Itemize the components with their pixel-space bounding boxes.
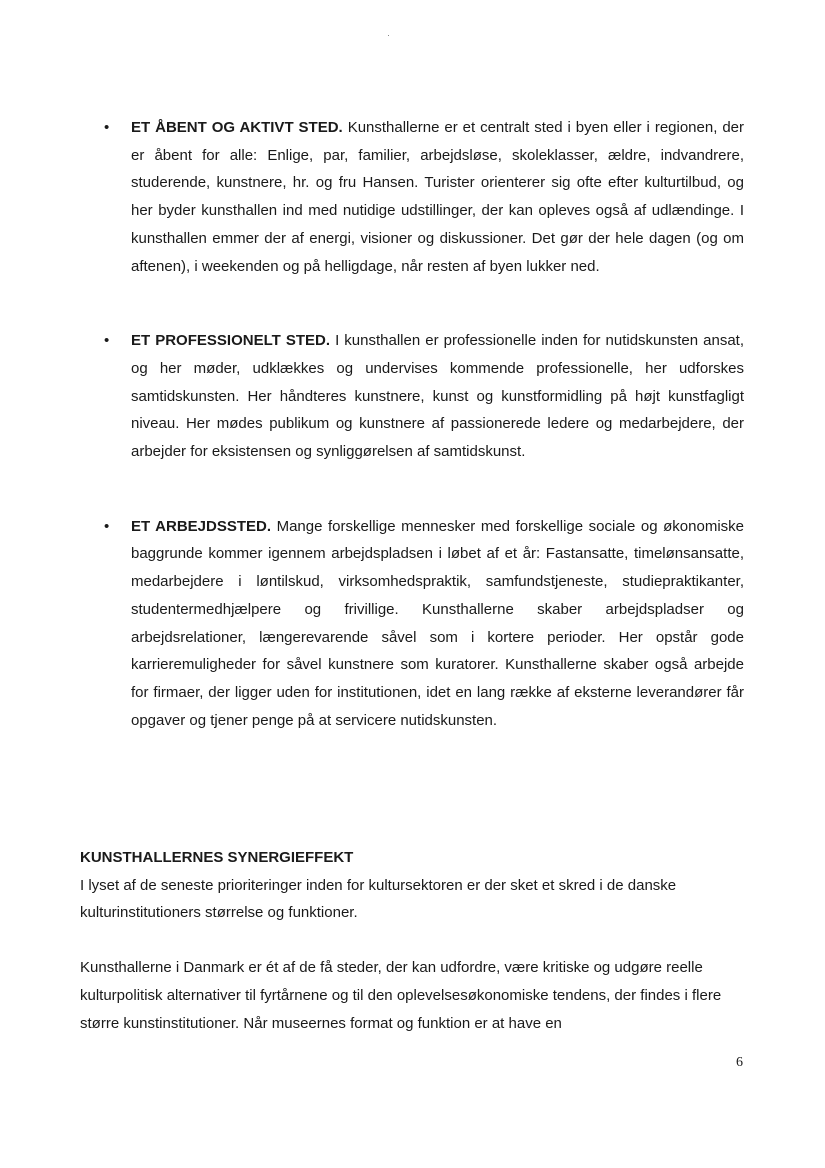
page-number: 6 [736, 1055, 743, 1070]
bullet-item-professional-place [104, 327, 744, 466]
bullet-icon: • [104, 332, 110, 350]
bullet-item-open-active-place [104, 114, 744, 280]
bullet-paragraph [131, 114, 744, 280]
bullet-item-workplace [104, 513, 744, 735]
bullet-icon: • [104, 517, 110, 535]
bullet-paragraph [131, 327, 744, 466]
bullet-icon: • [104, 119, 110, 136]
bullet-body: Mange forskellige mennesker med forskellige sociale og økonomiske baggrunde kommer igennem arbejdspladsen i løbet af et år: Fastansatte, timelønsansatte, medarbejdere i løntilskud, virksomhedspraktik, samfundstjeneste, studiepraktikanter, studentermedhjælpere og frivillige. Kunsthallerne skaber arbejdspladser og arbejdsrelationer, længerevarende såvel som i kortere perioder. Her opstår gode karrieremuligheder for såvel kunstnere som kuratorer. Kunsthallerne skaber også arbejde for firmaer, der ligger uden for institutionen, idet en lang række af eksterne leverandører får opgaver og tjener penge på at servicere nutidskunsten. [131, 517, 745, 729]
bullet-title: ET PROFESSIONELT STED. [131, 332, 331, 350]
scan-speck [388, 35, 389, 36]
synergy-section [80, 844, 740, 1037]
section-heading: KUNSTHALLERNES SYNERGIEFFEKT [80, 849, 354, 866]
bullet-list [104, 114, 744, 781]
bullet-title: ET ARBEJDSSTED. [131, 517, 272, 535]
bullet-title: ET ÅBENT OG AKTIVT STED. [131, 119, 343, 136]
section-paragraph: Kunsthallerne i Danmark er ét af de få steder, der kan udfordre, være kritiske og udgøre reelle kulturpolitisk alternativer til fyrtårnene og til den oplevelsesøkonomiske tendens, der findes i flere større kunstinstitutioner. Når museernes format og funktion er at have en [80, 959, 722, 1032]
bullet-body: Kunsthallerne er et centralt sted i byen eller i regionen, der er åbent for alle: Enlige, par, familier, arbejdsløse, skoleklasser, ældre, indvandrere, studerende, kunstnere, hr. og fru Hansen. Turister orienterer sig ofte efter kulturtilbud, og her byder kunsthallen ind med nutidige udstillinger, der kan opleves også af udlændinge. I kunsthallen emmer der af energi, visioner og diskussioner. Det gør der hele dagen (og om aftenen), i weekenden og på helligdage, når resten af byen lukker ned. [131, 119, 745, 275]
bullet-paragraph [131, 513, 744, 735]
section-paragraph: I lyset af de seneste prioriteringer inden for kultursektoren er der sket et skred i de danske kulturinstitutioners størrelse og funktioner. [80, 876, 677, 922]
bullet-body: I kunsthallen er professionelle inden for nutidskunsten ansat, og her møder, udklækkes og undervises kommende professionelle, her udforskes samtidskunsten. Her håndteres kunstnere, kunst og kunstformidling på højt kunstfagligt niveau. Her mødes publikum og kunstnere af passionerede ledere og medarbejdere, der arbejder for eksistensen og synliggørelsen af samtidskunst. [131, 332, 744, 461]
